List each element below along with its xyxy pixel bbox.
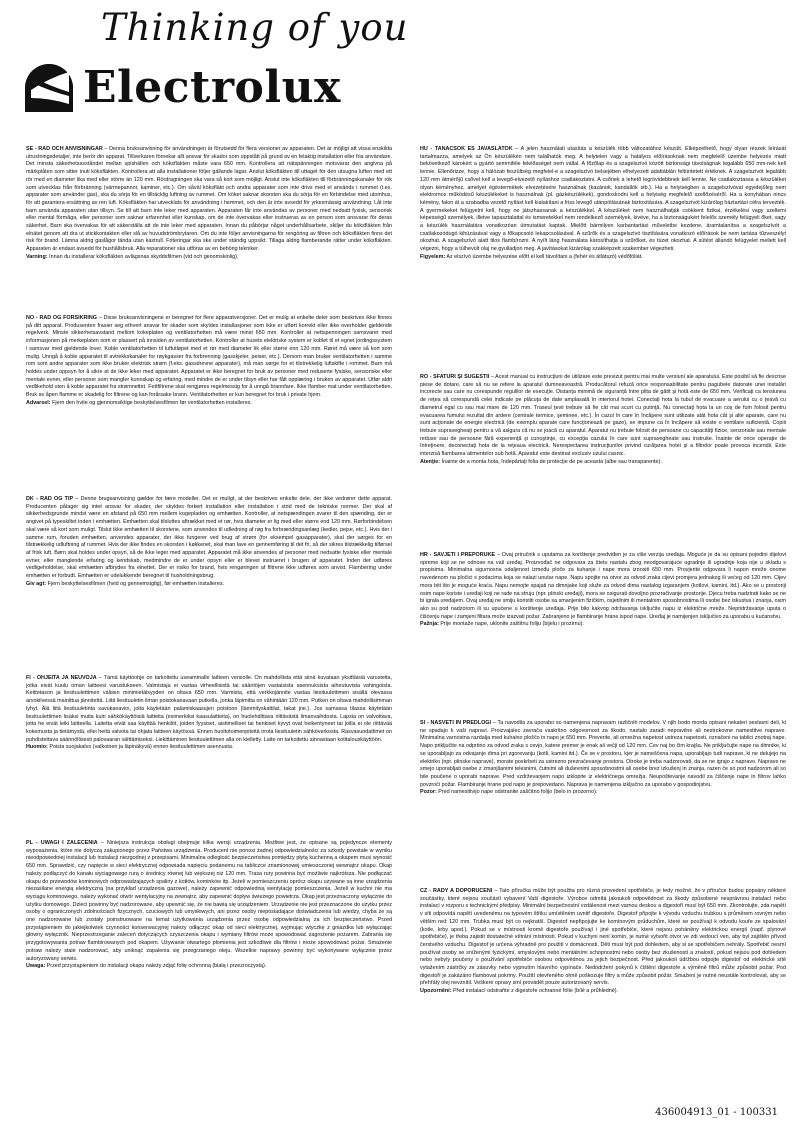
warning-label: Giv agt: (26, 580, 47, 587)
section-title: CZ - RADY A DOPORUČENÍ (420, 888, 493, 894)
right-column (420, 146, 786, 1102)
section-text: Tämä käyttöohje on tarkoitettu useammalle laitteen versiolle. On mahdollista että siinä kuvataan yksittäisiä varusteita, jotka eivät kuulu oman laitteesi varustukseen. Valmistaja ei vastaa virheellisistä tai sääntöjen vastaisista asennuksista aiheutuvista vahingoista. Keittotason ja liesituulettimen välisen minimietäisyyden on oltava 650 mm. Varmista, että verkkojännite vastaa liesituulettimen sisällä olevassa arvokilvessä mainittua jännitettä. Liitä liesituuletin ilman poistokanavaan putkella, jonka läpimitta on vähintään 120 mm. Putken on oltava mahdollisimman lyhyt. Älä liitä liesituuletinta savukanaviin, joita käytetään palamiskaasujen poistoon (lämmityskattilat, takat jne.). Jos samassa tilassa käytetään liesituulettimen lisäksi muita kuin sähkökäyttöisiä laitteita (esimerkiksi kaasulaitteita), on huolehdittava riittävästä ilmanvaihdosta. Lapsia on valvottava, jotta he eivät leiki laitteella. Laitetta eivät saa käyttää henkilöt, joiden fyysiset, aistimelliset tai henkiset kyvyt ovat heikentyneet tai joilla ei ole riittävää kokemusta ja tietämystä, ellei heitä valvota tai ohjata laitteen käytössä. Ennen huoltotoimenpiteitä irrota liesituuletin sähköverkosta. Rasvasuodattimet on puhdistettava säännöllisesti palovaaran välttämiseksi. Liekittäminen liesituulettimen alla on kielletty. Laite on tarkoitettu ainoastaan kotitalouskäyttöön. (26, 675, 392, 743)
warning-label: Pozor: (420, 789, 437, 796)
warning-text: Fjern beskyttelsesfilmen (hvid og gennemsigtig), før emhætten installeres. (47, 580, 225, 587)
section-fi: FI - OHJEITA JA NEUVOJA – Tämä käyttöohje on tarkoitettu useammalle laitteen versiolle. On mahdollista että siinä kuvataan yksittäisiä varusteita, jotka eivät kuulu oman laitteesi varustukseen. Valmistaja ei vastaa virheellisistä tai sääntöjen vastaisista asennuksista aiheutuvista vahingoista. Keittotason ja liesituulettimen välisen minimietäisyyden on oltava 650 mm. Varmista, että verkkojännite vastaa liesituulettimen sisällä olevassa arvokilvessä mainittua jännitettä. Liitä liesituuletin ilman poistokanavaan putkella, jonka läpimitta on vähintään 120 mm. Putken on oltava mahdollisimman lyhyt. Älä liitä liesituuletinta savukanaviin, joita käytetään palamiskaasujen poistoon (lämmityskattilat, takat jne.). Jos samassa tilassa käytetään liesituulettimen lisäksi muita kuin sähkökäyttöisiä laitteita (esimerkiksi kaasulaitteita), on huolehdittava riittävästä ilmanvaihdosta. Lapsia on valvottava, jotta he eivät leiki laitteella. Laitetta eivät saa käyttää henkilöt, joiden fyysiset, aistimelliset tai henkiset kyvyt ovat heikentyneet tai joilla ei ole riittävää kokemusta ja tietämystä, ellei heitä valvota tai ohjata laitteen käytössä. Ennen huoltotoimenpiteitä irrota liesituuletin sähköverkosta. Rasvasuodattimet on puhdistettava säännöllisesti palovaaran välttämiseksi. Liekittäminen liesituulettimen alla on kielletty. Laite on tarkoitettu ainoastaan kotitalouskäyttöön. Huomio: Poista suojakalvo (valkoinen ja läpinäkyvä) ennen liesituulettimen asennusta. (26, 675, 392, 751)
section-text: A jelen használati utasítás a készülék több változatához készült. Elképzelhető, hogy olyan részek leírását tartalmazza, amelyek az Ön készülékén nem találhatók meg. A helytelen vagy a hatályos előírásoknak nem megfelelő üzembe helyezés miatt bekövetkező károkért a gyártó semmiféle felelősséget nem vállal. A főzőlap és a szagelszívó között biztonsági távolságnak legalább 650 mm-nek kell lennie. Ellenőrizze, hogy a hálózati feszültség megfelel-e a szagelszívó belsejében elhelyezett adattáblán feltüntetett értéknek. A szagelszívót legalább 120 mm átmérőjű csővel kell a levegő-elvezető nyíláshoz csatlakoztatni. A csőnek a lehető legrövidebbnek kell lennie. Ne csatlakoztassa a készüléket olyan kéményhez, amelyet égéstermékek elvezetésére használnak (kazánok, kandallók stb.). Ha a helyiségben a szagelszívóval egyidejűleg nem elektromos működésű készülékeket is használnak (pl. gázkészülékek), gondoskodni kell a helyiség megfelelő szellőzéséről. Ha a konyhában nincs kémény, falon át a szabadba vezető nyílást kell kialakítani a friss levegő utánpótlásának biztosítására. A szagelszívót kizárólag háztartási célra tervezték. A gyermekeket felügyelni kell, hogy ne játszhassanak a készülékkel. A készüléket nem használhatják csökkent fizikai, érzékelési vagy szellemi képességű személyek, illetve tapasztalattal és ismeretekkel nem rendelkező személyek, kivéve, ha a biztonságukért felelős személy felügyeli őket, vagy a készülék használatára vonatkozóan útmutatást kaptak. Mielőtt bármilyen karbantartási műveletbe kezdene, áramtalanítsa a szagelszívót a csatlakozódugó kihúzásával vagy a főkapcsoló lekapcsolásával. A szűrők és a szagelszívó tisztítására vonatkozó előírások be nem tartása tűzveszélyt okozhat. A szagelszívó alatt tilos flambírozni. A nyílt láng használata károsíthatja a szűrőket, és tüzet okozhat. A sütést állandó felügyelet mellett kell végezni, hogy a túlhevült olaj ne gyulladjon meg. A javításokat kizárólag szakképzett szakember végezheti. (420, 146, 786, 253)
section-ro: RO - SFATURI ŞI SUGESTII – Acest manual cu instrucţiuni de utilizare este previzut pentru mai multe versiuni ale aparatului. Este posibil să fie descrise piese de dotare, care să nu se refere la aparatul dumneavoastră. Producătorul refuză orice responsabilitate pentru pagubele datorate unei instalări incorecte sau care nu corespunde regulilor de execuţie. Distanţa minimă de siguranţă între plita de gătit şi hotă este de 650 mm. Verificaţi ca tensiunea de reţea să corespundă celei indicate pe plăcuţa de date amplasată în interiorul hotei. Conectaţi hota la tubul de evacuare a aerului cu o ţeavă cu diametrul egal cu sau mai mare de 120 mm. Traseul ţevii trebuie să fie cât mai scurt cu putinţă. Nu conectaţi hota la un coş de fum folosit pentru evacuarea fumului rezultat din ardere (centrale termice, şeminee, etc.). În cazul în care în încăpere sunt utilizate atât hota cât şi alte aparate, care nu sunt acţionate de energie electrică (de exemplu aparate care funcţionează pe gaze), se impune ca în încăpere să existe o ventilare suficientă. Copiii trebuie supravegheaţi pentru a vă asigura că nu se joacă cu aparatul. Aparatul nu trebuie folosit de persoane cu capacităţi fizice, senzoriale sau mentale reduse sau de persoane fără experienţă şi cunoştinţe, cu excepţia cazului în care sunt supravegheate sau instruite. Înainte de orice operaţie de întreţinere, deconectaţi hota de la reţeaua electrică. Nerespectarea instrucţiunilor privind curăţarea hotei şi a filtrelor poate provoca incendii. Este interzisă flambarea alimentelor sub hotă. Aparatul este destinat exclusiv uzului casnic. Atenţie: Înainte de a monta hota, îndepărtaţi folia de protecţie de pe aceasta (albe sau transparente). (420, 374, 786, 465)
section-text: Acest manual cu instrucţiuni de utilizare este previzut pentru mai multe versiuni ale aparatului. Este posibil să fie descrise piese de dotare, care să nu se refere la aparatul dumneavoastră. Producătorul refuză orice responsabilitate pentru pagubele datorate unei instalări incorecte sau care nu corespunde regulilor de execuţie. Distanţa minimă de siguranţă între plita de gătit şi hotă este de 650 mm. Verificaţi ca tensiunea de reţea să corespundă celei indicate pe plăcuţa de date amplasată în interiorul hotei. Conectaţi hota la tubul de evacuare a aerului cu o ţeavă cu diametrul egal cu sau mai mare de 120 mm. Traseul ţevii trebuie să fie cât mai scurt cu putinţă. Nu conectaţi hota la un coş de fum folosit pentru evacuarea fumului rezultat din ardere (centrale termice, şeminee, etc.). În cazul în care în încăpere sunt utilizate atât hota cât şi alte aparate, care nu sunt acţionate de energie electrică (de exemplu aparate care funcţionează pe gaze), se impune ca în încăpere să existe o ventilare suficientă. Copiii trebuie supravegheaţi pentru a vă asigura că nu se joacă cu aparatul. Aparatul nu trebuie folosit de persoane cu capacităţi fizice, senzoriale sau mentale reduse sau de persoane fără experienţă şi cunoştinţe, cu excepţia cazului în care sunt supravegheate sau instruite. Înainte de orice operaţie de întreţinere, deconectaţi hota de la reţeaua electrică. Nerespectarea instrucţiunilor privind curăţarea hotei şi a filtrelor poate provoca incendii. Este interzisă flambarea alimentelor sub hotă. Aparatul este destinat exclusiv uzului casnic. (420, 374, 786, 458)
section-text: Ta navodila za uporabo so namenjena napravam različnih modelov. V njih bodo morda opisani nekateri sestavni deli, ki ne spadajo k vaši napravi. Proizvajalec zavrača vsakršno odgovornost za škodo, nastalo zaradi nepravilne ali nestrokovne namestitve naprave. Minimalna varnostna razdalja med kuhalno ploščo in napo je 650 mm. Preverite, ali omrežna napetost ustreza napetosti, označeni na tablici znotraj nape. Napo priključite na odprtino za odvod zraka s cevjo, katere premer je enak ali večji od 120 mm. Cev naj bo čim krajša. Ne priključujte nape na dimnike, ki se uporabljajo za odvajanje dima pri zgorevanju (kotli, kamini itd.). Če se v prostoru, kjer je nameščena napa, uporabljajo tudi naprave, ki ne delujejo na elektriko (npr. plinske naprave), morate poskrbeti za ustrezno prezračevanje prostora. Otroke je treba nadzorovati, da se ne igrajo z napravo. Naprave ne smejo uporabljati osebe z zmanjšanimi telesnimi, čutnimi ali duševnimi sposobnostmi ali osebe brez izkušenj in znanja, razen če so pod nadzorom ali so bile poučene o uporabi naprave. Pred vzdrževanjem napo izklopite iz električnega omrežja. Neupoštevanje navodil za čiščenje nape in filtrov lahko povzroči požar. Flambiranje hrane pod napo je prepovedano. Naprava je namenjena izključno za uporabo v gospodinjstvu. (420, 720, 786, 788)
section-text: Denna bruksanvisning för användningen är förutsedd för flera versioner av apparaten. Det är möjligt att vissa enskilda utrustningsdetaljer, inte berör din apparat. Tillverkaren förnekar allt ansvar för skador som uppstått på grund av en felaktig installation eller fria användare. Det minsta säkerhetsavståndet mellan spishällen och köksfläkten måste vara 650 mm. Kontrollera att nätspänningen motsvarar den angivna på märkplåten som sitter inuti köksfläkten. Kontrollera att alla installationer följer gällande lagar. Anslut köksfläkten till uttaget för den utsugna luften med ett rör med en diameter lika med eller större än 120 mm. Rördragningen ska vara så kort som möjligt. Anslut inte köksfläkten till förbränningskanaler för rök som utvecklas från förbränning (värmepannor, kaminer, etc.). Om såväl köksfläkt och andra apparater som inte drivs med el används i rummet (t.ex. apparater som använder gas), ska du sörja för en tillräcklig luftning av rummet. Om köket saknar skorsten ska du sörja för en förbindelse med utomhus, för att garantera ersättning av ren luft. Köksfläkten har utvecklats för användning i hemmet, och den är inte avsedd för yrkesmässig användning. Låt inte barn använda apparaten utan tillsyn. Se till att barn inte leker med apparaten. Apparaten får inte användas av personer med nedsatt fysisk, sensorisk eller mental förmåga, eller personer som saknar erfarenhet eller kunskap, om de inte övervakas eller instrueras av en person som ansvarar för deras säkerhet. Barn ska övervakas för att säkerställa att de inte leker med apparaten. Innan du påbörjar något underhållsarbete, skiljer du köksfläkten från elnätet genom att dra ut stickkontakten eller slå av huvudströmbrytaren. Om du inte följer anvisningarna för rengöring av filtren och köksfläkten finns det risk för brand. Lämna aldrig gaslågor tända utan kastrull. Friteringar ska ske under ständig uppsikt. Tillaga aldrig flamberande rätter under köksfläkten. Apparaten är endast avsedd för hushållsbruk. Alla reparationer ska utföras av en behörig tekniker. (26, 146, 392, 253)
warning-label: Atenţie: (420, 458, 441, 465)
section-title: RO - SFATURI ŞI SUGESTII (420, 374, 490, 380)
section-title: DK - RÅD OG TIP (26, 496, 74, 502)
left-column (26, 146, 392, 1102)
section-si: SI - NASVETI IN PREDLOGI – Ta navodila za uporabo so namenjena napravam različnih modelov. V njih bodo morda opisani nekateri sestavni deli, ki ne spadajo k vaši napravi. Proizvajalec zavrača vsakršno odgovornost za škodo, nastalo zaradi nepravilne ali nestrokovne namestitve naprave. Minimalna varnostna razdalja med kuhalno ploščo in napo je 650 mm. Preverite, ali omrežna napetost ustreza napetosti, označeni na tablici znotraj nape. Napo priključite na odprtino za odvod zraka s cevjo, katere premer je enak ali večji od 120 mm. Cev naj bo čim krajša. Ne priključujte nape na dimnike, ki se uporabljajo za odvajanje dima pri zgorevanju (kotli, kamini itd.). Če se v prostoru, kjer je nameščena napa, uporabljajo tudi naprave, ki ne delujejo na elektriko (npr. plinske naprave), morate poskrbeti za ustrezno prezračevanje prostora. Otroke je treba nadzorovati, da se ne igrajo z napravo. Naprave ne smejo uporabljati osebe z zmanjšanimi telesnimi, čutnimi ali duševnimi sposobnostmi ali osebe brez izkušenj in znanja, razen če so pod nadzorom ali so bile poučene o uporabi naprave. Pred vzdrževanjem napo izklopite iz električnega omrežja. Neupoštevanje navodil za čiščenje nape in filtrov lahko povzroči požar. Flambiranje hrane pod napo je prepovedano. Naprava je namenjena izključno za uporabo v gospodinjstvu. Pozor: Pred namestitvijo nape odstranite zaščitno folijo (belo in prozorno). (420, 720, 786, 796)
section-hr: HR - SAVJETI I PREPORUKE – Ovaj priručnik s uputama za korištenje predviđen je za više verzija uređaja. Moguće je da su opisani pojedini dijelovi opreme koji se ne odnose na vaš uređaj. Proizvođač ne odgovara za štetu nastalu zbog neodgovarajuće ugradnje ili ugradnje koja nije u skladu s propisima. Minimalna sigurnosna udaljenost između ploče za kuhanje i nape mora iznositi 650 mm. Provjerite odgovara li napon mreže onome navedenom na pločici s podacima koja se nalazi unutar nape. Napu spojite na otvor za odvod zraka cijevi promjera jednakog ili većeg od 120 mm. Cijev mora biti što je moguće kraća. Napu nemojte spajati na dimnjake koji služe za odvod dima nastalog izgaranjem (kotlovi, kamini, itd.). Ako se u prostoriji osim nape koriste i uređaji koji ne rade na struju (npr. plinski uređaji), mora se osigurati dovoljno prozračivanje prostorije. Djecu treba nadzirati kako se ne bi igrala uređajem. Ovaj uređaj ne smiju koristiti osobe sa smanjenim fizičkim, osjetilnim ili mentalnim sposobnostima ili osobe bez iskustva i znanja, osim ako su pod nadzorom ili su upućene u korištenje uređaja. Prije bilo kakvog održavanja isključite napu iz električne mreže. Nepridržavanje uputa o čišćenju nape i zamjeni filtara može izazvati požar. Zabranjeno je flambiranje hrane ispod nape. Uređaj je namijenjen isključivo za uporabu u kućanstvu. Pažnja: Prije montaže nape, uklonite zaštitnu foliju (bijelu i prozirnu). (420, 552, 786, 628)
section-title: HR - SAVJETI I PREPORUKE (420, 552, 496, 558)
section-text: Tato příručka může být použita pro různá provedení spotřebiče, je tedy možné, že v příručce budou popsány některé součástky, které nejsou součástí vybavení Vaší digestoře. Výrobce odmítá jakoukoli odpovědnost za škody způsobené nesprávnou instalací nebo instalací v rozporu s technickými předpisy. Minimální bezpečnostní vzdálenost mezi varnou deskou a digestoří musí být 650 mm. Zkontrolujte, zda napětí v síti odpovídá napětí uvedenému na typovém štítku umístěném uvnitř digestoře. Digestoř připojte k vývodu vzduchu trubkou s průměrem rovným nebo větším než 120 mm. Trubka musí být co nejkratší. Digestoř nepřipojujte ke komínovým průduchům, které se používají k odvodu kouře ze spalování (kotle, krby apod.). Pokud se v místnosti kromě digestoře používají i jiné spotřebiče, které nejsou poháněny elektrickou energií (např. plynové spotřebiče), je třeba zajistit dostatečné větrání místnosti. Pokud v kuchyni není komín, je nutné vytvořit otvor ve zdi vedoucí ven, aby byl zajištěn přívod čerstvého vzduchu. Digestoř je určena výhradně pro použití v domácnosti. Děti musí být pod dohledem, aby si se spotřebičem nehrály. Spotřebič nesmí používat osoby se sníženými fyzickými, smyslovými nebo mentálními schopnostmi nebo osoby bez zkušeností a znalostí, pokud nejsou pod dohledem nebo nebyly poučeny o používání spotřebiče osobou odpovědnou za jejich bezpečnost. Před jakoukoli údržbou odpojte digestoř od elektrické sítě vytažením zástrčky ze zásuvky nebo vypnutím hlavního vypínače. Nedodržení pokynů k čištění digestoře a výměně filtrů může způsobit požár. Pod digestoří je zakázáno flambovat pokrmy. Použití otevřeného ohně poškozuje filtry a může způsobit požár. Smažení je nutné neustále kontrolovat, aby se přehřátý olej nevznítil. Veškeré opravy smí provádět pouze autorizovaný servis. (420, 888, 786, 987)
warning-label: Figyelem: (420, 253, 446, 260)
section-hu: HU - TANÁCSOK ÉS JAVASLATOK – A jelen használati utasítás a készülék több változatához készült. Elképzelhető, hogy olyan részek leírását tartalmazza, amelyek az Ön készülékén nem találhatók meg. A helytelen vagy a hatályos előírásoknak nem megfelelő üzembe helyezés miatt bekövetkező károkért a gyártó semmiféle felelősséget nem vállal. A főzőlap és a szagelszívó között biztonsági távolságnak legalább 650 mm-nek kell lennie. Ellenőrizze, hogy a hálózati feszültség megfelel-e a szagelszívó belsejében elhelyezett adattáblán feltüntetett értéknek. A szagelszívót legalább 120 mm átmérőjű csővel kell a levegő-elvezető nyíláshoz csatlakoztatni. A csőnek a lehető legrövidebbnek kell lennie. Ne csatlakoztassa a készüléket olyan kéményhez, amelyet égéstermékek elvezetésére használnak (kazánok, kandallók stb.). Ha a helyiségben a szagelszívóval egyidejűleg nem elektromos működésű készülékeket is használnak (pl. gázkészülékek), gondoskodni kell a helyiség megfelelő szellőzéséről. Ha a konyhában nincs kémény, falon át a szabadba vezető nyílást kell kialakítani a friss levegő utánpótlásának biztosítására. A szagelszívót kizárólag háztartási célra tervezték. A gyermekeket felügyelni kell, hogy ne játszhassanak a készülékkel. A készüléket nem használhatják csökkent fizikai, érzékelési vagy szellemi képességű személyek, illetve tapasztalattal és ismeretekkel nem rendelkező személyek, kivéve, ha a biztonságukért felelős személy felügyeli őket, vagy a készülék használatára vonatkozóan útmutatást kaptak. Mielőtt bármilyen karbantartási műveletbe kezdene, áramtalanítsa a szagelszívót a csatlakozódugó kihúzásával vagy a főkapcsoló lekapcsolásával. A szűrők és a szagelszívó tisztítására vonatkozó előírások be nem tartása tűzveszélyt okozhat. A szagelszívó alatt tilos flambírozni. A nyílt láng használata károsíthatja a szűrőket, és tüzet okozhat. A sütést állandó felügyelet mellett kell végezni, hogy a túlhevült olaj ne gyulladjon meg. A javításokat kizárólag szakképzett szakember végezheti. Figyelem: Az elszívó üzembe helyezése előtt el kell távolítani a (fehér és átlátszó) védőfóliát. (420, 146, 786, 260)
section-title: SI - NASVETI IN PREDLOGI (420, 720, 491, 726)
warning-text: Fjern den hvite og gjennomsiktige beskyttelsesfilmen før ventilatorhetten installeres. (52, 399, 252, 406)
warning-text: Před instalací odstraňte z digestoře ochranné fólie (bílé a průhledné). (452, 988, 619, 995)
section-text: Niniejsza instrukcja obsługi obejmuje kilka wersji urządzenia. Możliwe jest, że opisane są pojedyncze elementy wyposażenia, które nie dotyczą zakupionego przez Państwa urządzenia. Producent nie ponosi żadnej odpowiedzialności za szkody powstałe w wyniku nieodpowiedniej instalacji lub instalacji niezgodnej z przepisami. Minimalna odległość bezpieczeństwa pomiędzy płytą kuchenną a okapem musi wynosić 650 mm. Sprawdzić, czy napięcie w sieci elektrycznej odpowiada napięciu podanemu na tabliczce znamionowej umieszczonej wewnątrz okapu. Okap należy podłączyć do kanału wyciągowego rurą o średnicy równej lub większej niż 120 mm. Trasa rury powinna być możliwie najkrótsza. Nie podłączać okapu do przewodów kominowych odprowadzających spaliny z kotłów, kominków itp. Jeżeli w pomieszczeniu oprócz okapu używane są inne urządzenia niezasilane energią elektryczną (na przykład urządzenia gazowe), należy zapewnić odpowiednią wentylację pomieszczenia. Jeżeli w kuchni nie ma wyciągu kominowego, należy wykonać otwór wentylacyjny na zewnątrz, aby zapewnić dopływ świeżego powietrza. Okap jest przeznaczony wyłącznie do użytku domowego. Dzieci powinny być nadzorowane, aby upewnić się, że nie bawią się urządzeniem. Urządzenie nie jest przeznaczone do użytku przez osoby o ograniczonych zdolnościach fizycznych, czuciowych lub umysłowych, ani przez osoby nieposiadające doświadczenia lub wiedzy, chyba że są one nadzorowane lub zostały poinstruowane na temat użytkowania urządzenia przez osobę odpowiedzialną za ich bezpieczeństwo. Przed przystąpieniem do jakiejkolwiek czynności konserwacyjnej należy odłączyć okap od sieci elektrycznej, wyjmując wtyczkę z gniazdka lub wyłączając główny wyłącznik. Nieprzestrzeganie zaleceń dotyczących czyszczenia okapu i wymiany filtrów może spowodować zagrożenie pożarem. Zabrania się przygotowywania potraw flambirowanych pod okapem. Używanie otwartego płomienia jest szkodliwe dla filtrów i może spowodować pożar. Smażenie potraw należy stale nadzorować, aby uniknąć zapalenia się przegrzanego oleju. Wszelkie naprawy powinny być wykonywane wyłącznie przez autoryzowany serwis. (26, 840, 392, 962)
section-title: SE - RÅD OCH ANVISNINGAR (26, 146, 103, 152)
section-pl: PL - UWAGI I ZALECENIA – Niniejsza instrukcja obsługi obejmuje kilka wersji urządzenia. Możliwe jest, że opisane są pojedyncze elementy wyposażenia, które nie dotyczą zakupionego przez Państwa urządzenia. Producent nie ponosi żadnej odpowiedzialności za szkody powstałe w wyniku nieodpowiedniej instalacji lub instalacji niezgodnej z przepisami. Minimalna odległość bezpieczeństwa pomiędzy płytą kuchenną a okapem musi wynosić 650 mm. Sprawdzić, czy napięcie w sieci elektrycznej odpowiada napięciu podanemu na tabliczce znamionowej umieszczonej wewnątrz okapu. Okap należy podłączyć do kanału wyciągowego rurą o średnicy równej lub większej niż 120 mm. Trasa rury powinna być możliwie najkrótsza. Nie podłączać okapu do przewodów kominowych odprowadzających spaliny z kotłów, kominków itp. Jeżeli w pomieszczeniu oprócz okapu używane są inne urządzenia niezasilane energią elektryczną (na przykład urządzenia gazowe), należy zapewnić odpowiednią wentylację pomieszczenia. Jeżeli w kuchni nie ma wyciągu kominowego, należy wykonać otwór wentylacyjny na zewnątrz, aby zapewnić dopływ świeżego powietrza. Okap jest przeznaczony wyłącznie do użytku domowego. Dzieci powinny być nadzorowane, aby upewnić się, że nie bawią się urządzeniem. Urządzenie nie jest przeznaczone do użytku przez osoby o ograniczonych zdolnościach fizycznych, czuciowych lub umysłowych, ani przez osoby nieposiadające doświadczenia lub wiedzy, chyba że są one nadzorowane lub zostały poinstruowane na temat użytkowania urządzenia przez osobę odpowiedzialną za ich bezpieczeństwo. Przed przystąpieniem do jakiejkolwiek czynności konserwacyjnej należy odłączyć okap od sieci elektrycznej, wyjmując wtyczkę z gniazdka lub wyłączając główny wyłącznik. Nieprzestrzeganie zaleceń dotyczących czyszczenia okapu i wymiany filtrów może spowodować zagrożenie pożarem. Zabrania się przygotowywania potraw flambirowanych pod okapem. Używanie otwartego płomienia jest szkodliwe dla filtrów i może spowodować pożar. Smażenie potraw należy stale nadzorować, aby uniknąć zapalenia się przegrzanego oleju. Wszelkie naprawy powinny być wykonywane wyłącznie przez autoryzowany serwis. Uwaga: Przed przystąpieniem do instalacji okapu należy zdjąć folię ochronną (białą i przezroczystą). (26, 840, 392, 970)
section-text: Ovaj priručnik s uputama za korištenje predviđen je za više verzija uređaja. Moguće je da su opisani pojedini dijelovi opreme koji se ne odnose na vaš uređaj. Proizvođač ne odgovara za štetu nastalu zbog neodgovarajuće ugradnje ili ugradnje koja nije u skladu s propisima. Minimalna sigurnosna udaljenost između ploče za kuhanje i nape mora iznositi 650 mm. Provjerite odgovara li napon mreže onome navedenom na pločici s podacima koja se nalazi unutar nape. Napu spojite na otvor za odvod zraka cijevi promjera jednakog ili većeg od 120 mm. Cijev mora biti što je moguće kraća. Napu nemojte spajati na dimnjake koji služe za odvod dima nastalog izgaranjem (kotlovi, kamini, itd.). Ako se u prostoriji osim nape koriste i uređaji koji ne rade na struju (npr. plinski uređaji), mora se osigurati dovoljno prozračivanje prostorije. Djecu treba nadzirati kako se ne bi igrala uređajem. Ovaj uređaj ne smiju koristiti osobe sa smanjenim fizičkim, osjetilnim ili mentalnim sposobnostima ili osobe bez iskustva i znanja, osim ako su pod nadzorom ili su upućene u korištenje uređaja. Prije bilo kakvog održavanja isključite napu iz električne mreže. Nepridržavanje uputa o čišćenju nape i zamjeni filtara može izazvati požar. Zabranjeno je flambiranje hrane ispod nape. Uređaj je namijenjen isključivo za uporabu u kućanstvu. (420, 552, 786, 620)
warning-label: Pažnja: (420, 621, 439, 628)
warning-text: Poista suojakalvo (valkoinen ja läpinäkyvä) ennen liesituulettimen asennusta. (49, 744, 234, 751)
section-text: Disse bruksanvisningene er beregnet for flere apparatversjoner. Det er mulig at enkelte deler som beskrives ikke finnes på ditt apparat. Produsenten frasier seg ethvert ansvar for skader som skyldes installasjoner som ikke er utført korrekt eller ikke overholder gjeldende regelverk. Minste sikkerhetsavstand mellom kokeplaten og ventilatorhetten må være minst 650 mm. Kontroller at nettspenningen samsvarer med informasjonen på merkeplaten som er plassert på innsiden av ventilatorhetten. Kontroller at husets elektriske system er koblet til et egnet jordingssystem i samsvar med gjeldende lover. Koble ventilatorhetten til luftutløpet med et rør med diameter lik eller større enn 120 mm. Røret må være så kort som mulig. Unngå å koble apparatet til avtrekkskanaler for røykgasser fra forbrenning (gasskjeler, peiser, etc.). Dersom man bruker ventilatorhetten i samme rom som andre apparater som ikke bruker elektrisk strøm (f.eks. gassdrevne apparater), må man sørge for et tilstrekkelig luftskifte i rommet. Barn må holdes under oppsyn for å sikre at de ikke leker med apparatet. Apparatet er ikke beregnet for bruk av personer med reduserte fysiske, sensoriske eller mentale evner, eller personer som mangler kunnskap og erfaring, med mindre de er under tilsyn eller har fått opplæring i bruken av apparatet. Utfør aldri vedlikehold uten å koble apparatet fra strømnettet. Fettfiltrene skal rengjøres regelmessig for å unngå brannfare. Ikke flamber mat under ventilatorhetten. Bruk av åpen flamme er skadelig for filtrene og kan forårsake brann. Ventilatorhetten er kun beregnet for bruk i private hjem. (26, 315, 392, 399)
section-cz: CZ - RADY A DOPORUČENÍ – Tato příručka může být použita pro různá provedení spotřebiče, je tedy možné, že v příručce budou popsány některé součástky, které nejsou součástí vybavení Vaší digestoře. Výrobce odmítá jakoukoli odpovědnost za škody způsobené nesprávnou instalací nebo instalací v rozporu s technickými předpisy. Minimální bezpečnostní vzdálenost mezi varnou deskou a digestoří musí být 650 mm. Zkontrolujte, zda napětí v síti odpovídá napětí uvedenému na typovém štítku umístěném uvnitř digestoře. Digestoř připojte k vývodu vzduchu trubkou s průměrem rovným nebo větším než 120 mm. Trubka musí být co nejkratší. Digestoř nepřipojujte ke komínovým průduchům, které se používají k odvodu kouře ze spalování (kotle, krby apod.). Pokud se v místnosti kromě digestoře používají i jiné spotřebiče, které nejsou poháněny elektrickou energií (např. plynové spotřebiče), je třeba zajistit dostatečné větrání místnosti. Pokud v kuchyni není komín, je nutné vytvořit otvor ve zdi vedoucí ven, aby byl zajištěn přívod čerstvého vzduchu. Digestoř je určena výhradně pro použití v domácnosti. Děti musí být pod dohledem, aby si se spotřebičem nehrály. Spotřebič nesmí používat osoby se sníženými fyzickými, smyslovými nebo mentálními schopnostmi nebo osoby bez zkušeností a znalostí, pokud nejsou pod dohledem nebo nebyly poučeny o používání spotřebiče osobou odpovědnou za jejich bezpečnost. Před jakoukoli údržbou odpojte digestoř od elektrické sítě vytažením zástrčky ze zásuvky nebo vypnutím hlavního vypínače. Nedodržení pokynů k čištění digestoře a výměně filtrů může způsobit požár. Pod digestoří je zakázáno flambovat pokrmy. Použití otevřeného ohně poškozuje filtry a může způsobit požár. Smažení je nutné neustále kontrolovat, aby se přehřátý olej nevznítil. Veškeré opravy smí provádět pouze autorizovaný servis. Upozornění: Před instalací odstraňte z digestoře ochranné fólie (bílé a průhledné). (420, 888, 786, 995)
section-text: Denne brugsanvisning gælder for fære modeller. Det er muligt, at der beskrives enkelte dele, der ikke vedrører dette apparat. Producenten påtager sig intet ansvar for skader, der skyldes forkert installation eller installation i strid med de tekniske normer. Der skal af sikkerhedsgrunde mindst være en afstand på 650 mm mellem kogepladen og emhætten. Kontroller, at netspændingen svarer til den spænding, der er angivet på typeskiltet inden i emhætten. Emhætten skal tilsluttes aftrækket med et rør, hvis diameter er lig med eller større end 120 mm. Rørforbindelsen skal være så kort som muligt. Tilslut ikke emhætten til skorstene, som anvendes til udledning af røg fra forbrændingsanlæg (kedler, pejse, etc.). Hvis der i samme rum, foruden emhætten, anvendes apparater, der ikke fungerer ved brug af strøm (for eksempel gasapparater), skal der sørges for en tilstrækkelig udluftning af rummet. Hvis der ikke findes en skorsten i køkkenet, skal man lave en gennemføring til det fri, så der sikres tilstrækkelig tilførsel af frisk luft. Børn skal holdes under opsyn, så de ikke leger med apparatet. Apparatet må ikke anvendes af personer med nedsatte fysiske eller mentale evner, eller manglende erfaring og kendskab, medmindre de er under opsyn eller er blevet instrueret i brugen af apparatet. Inden der udføres vedligeholdelse, skal emhætten afbrydes fra elnettet. Der er risiko for brand, hvis rengøringen af filtrene ikke udføres som anvist. Flambering under emhætten er forbudt. Emhætten er udelukkende beregnet til husholdningsbrug. (26, 496, 392, 580)
section-title: HU - TANÁCSOK ÉS JAVASLATOK (420, 146, 513, 152)
brand-logo (25, 62, 341, 113)
document-code: 436004913_01 - 100331 (655, 1107, 778, 1118)
section-no: NO - RÅD OG FORSIKRING – Disse bruksanvisningene er beregnet for flere apparatversjoner. Det er mulig at enkelte deler som beskrives ikke finnes på ditt apparat. Produsenten frasier seg ethvert ansvar for skader som skyldes installasjoner som ikke er utført korrekt eller ikke overholder gjeldende regelverk. Minste sikkerhetsavstand mellom kokeplaten og ventilatorhetten må være minst 650 mm. Kontroller at nettspenningen samsvarer med informasjonen på merkeplaten som er plassert på innsiden av ventilatorhetten. Kontroller at husets elektriske system er koblet til et egnet jordingssystem i samsvar med gjeldende lover. Koble ventilatorhetten til luftutløpet med et rør med diameter lik eller større enn 120 mm. Røret må være så kort som mulig. Unngå å koble apparatet til avtrekkskanaler for røykgasser fra forbrenning (gasskjeler, peiser, etc.). Dersom man bruker ventilatorhetten i samme rom som andre apparater som ikke bruker elektrisk strøm (f.eks. gassdrevne apparater), må man sørge for et tilstrekkelig luftskifte i rommet. Barn må holdes under oppsyn for å sikre at de ikke leker med apparatet. Apparatet er ikke beregnet for bruk av personer med reduserte fysiske, sensoriske eller mentale evner, eller personer som mangler kunnskap og erfaring, med mindre de er under tilsyn eller har fått opplæring i bruken av apparatet. Utfør aldri vedlikehold uten å koble apparatet fra strømnettet. Fettfiltrene skal rengjøres regelmessig for å unngå brannfare. Ikke flamber mat under ventilatorhetten. Bruk av åpen flamme er skadelig for filtrene og kan forårsake brann. Ventilatorhetten er kun beregnet for bruk i private hjem. Advarsel: Fjern den hvite og gjennomsiktige beskyttelsesfilmen før ventilatorhetten installeres. (26, 315, 392, 406)
warning-text: Az elszívó üzembe helyezése előtt el kell távolítani a (fehér és átlátszó) védőfóliát. (446, 253, 643, 260)
tagline: Thinking of you (101, 6, 409, 49)
section-title: FI - OHJEITA JA NEUVOJA (26, 675, 97, 681)
warning-text: Innan du installerar köksfläkten avlägsnas skyddsfilmen (vid och genomskinlig). (49, 253, 239, 260)
warning-text: Înainte de a monta hota, îndepărtaţi folia de protecţie de pe aceasta (albe sau transparente). (441, 458, 662, 465)
section-se: SE - RÅD OCH ANVISNINGAR – Denna bruksanvisning för användningen är förutsedd för flera versioner av apparaten. Det är möjligt att vissa enskilda utrustningsdetaljer, inte berör din apparat. Tillverkaren förnekar allt ansvar för skador som uppstått på grund av en felaktig installation eller fria användare. Det minsta säkerhetsavståndet mellan spishällen och köksfläkten måste vara 650 mm. Kontrollera att nätspänningen motsvarar den angivna på märkplåten som sitter inuti köksfläkten. Kontrollera att alla installationer följer gällande lagar. Anslut köksfläkten till uttaget för den utsugna luften med ett rör med en diameter lika med eller större än 120 mm. Rördragningen ska vara så kort som möjligt. Anslut inte köksfläkten till förbränningskanaler för rök som utvecklas från förbränning (värmepannor, kaminer, etc.). Om såväl köksfläkt och andra apparater som inte drivs med el används i rummet (t.ex. apparater som använder gas), ska du sörja för en tillräcklig luftning av rummet. Om köket saknar skorsten ska du sörja för en förbindelse med utomhus, för att garantera ersättning av ren luft. Köksfläkten har utvecklats för användning i hemmet, och den är inte avsedd för yrkesmässig användning. Låt inte barn använda apparaten utan tillsyn. Se till att barn inte leker med apparaten. Apparaten får inte användas av personer med nedsatt fysisk, sensorisk eller mental förmåga, eller personer som saknar erfarenhet eller kunskap, om de inte övervakas eller instrueras av en person som ansvarar för deras säkerhet. Barn ska övervakas för att säkerställa att de inte leker med apparaten. Innan du påbörjar något underhållsarbete, skiljer du köksfläkten från elnätet genom att dra ut stickkontakten eller slå av huvudströmbrytaren. Om du inte följer anvisningarna för rengöring av filtren och köksfläkten finns det risk för brand. Lämna aldrig gaslågor tända utan kastrull. Friteringar ska ske under ständig uppsikt. Tillaga aldrig flamberande rätter under köksfläkten. Apparaten är endast avsedd för hushållsbruk. Alla reparationer ska utföras av en behörig tekniker. Varning: Innan du installerar köksfläkten avlägsnas skyddsfilmen (vid och genomskinlig). (26, 146, 392, 260)
warning-text: Przed przystąpieniem do instalacji okapu należy zdjąć folię ochronną (białą i przezroczystą). (46, 963, 267, 970)
section-dk: DK - RÅD OG TIP – Denne brugsanvisning gælder for fære modeller. Det er muligt, at der beskrives enkelte dele, der ikke vedrører dette apparat. Producenten påtager sig intet ansvar for skader, der skyldes forkert installation eller installation i strid med de tekniske normer. Der skal af sikkerhedsgrunde mindst være en afstand på 650 mm mellem kogepladen og emhætten. Kontroller, at netspændingen svarer til den spænding, der er angivet på typeskiltet inden i emhætten. Emhætten skal tilsluttes aftrækket med et rør, hvis diameter er lig med eller større end 120 mm. Rørforbindelsen skal være så kort som muligt. Tilslut ikke emhætten til skorstene, som anvendes til udledning af røg fra forbrændingsanlæg (kedler, pejse, etc.). Hvis der i samme rum, foruden emhætten, anvendes apparater, der ikke fungerer ved brug af strøm (for eksempel gasapparater), skal der sørges for en tilstrækkelig udluftning af rummet. Hvis der ikke findes en skorsten i køkkenet, skal man lave en gennemføring til det fri, så der sikres tilstrækkelig tilførsel af frisk luft. Børn skal holdes under opsyn, så de ikke leger med apparatet. Apparatet må ikke anvendes af personer med nedsatte fysiske eller mentale evner, eller manglende erfaring og kendskab, medmindre de er under opsyn eller er blevet instrueret i brugen af apparatet. Inden der udføres vedligeholdelse, skal emhætten afbrydes fra elnettet. Der er risiko for brand, hvis rengøringen af filtrene ikke udføres som anvist. Flambering under emhætten er forbudt. Emhætten er udelukkende beregnet til husholdningsbrug. Giv agt: Fjern beskyttelsesfilmen (hvid og gennemsigtig), før emhætten installeres. (26, 496, 392, 587)
warning-text: Pred namestitvijo nape odstranite zaščitno folijo (belo in prozorno). (438, 789, 598, 796)
warning-label: Uwaga: (26, 963, 46, 970)
section-title: PL - UWAGI I ZALECENIA (26, 840, 98, 846)
warning-label: Huomio: (26, 744, 48, 751)
electrolux-logo-icon (25, 64, 73, 112)
warning-label: Advarsel: (26, 399, 51, 406)
warning-label: Varning: (26, 253, 48, 260)
brand-name: Electrolux (83, 62, 341, 113)
warning-label: Upozornění: (420, 988, 452, 995)
warning-text: Prije montaže nape, uklonite zaštitnu foliju (bijelu i prozirnu). (440, 621, 584, 628)
section-title: NO - RÅD OG FORSIKRING (26, 315, 97, 321)
